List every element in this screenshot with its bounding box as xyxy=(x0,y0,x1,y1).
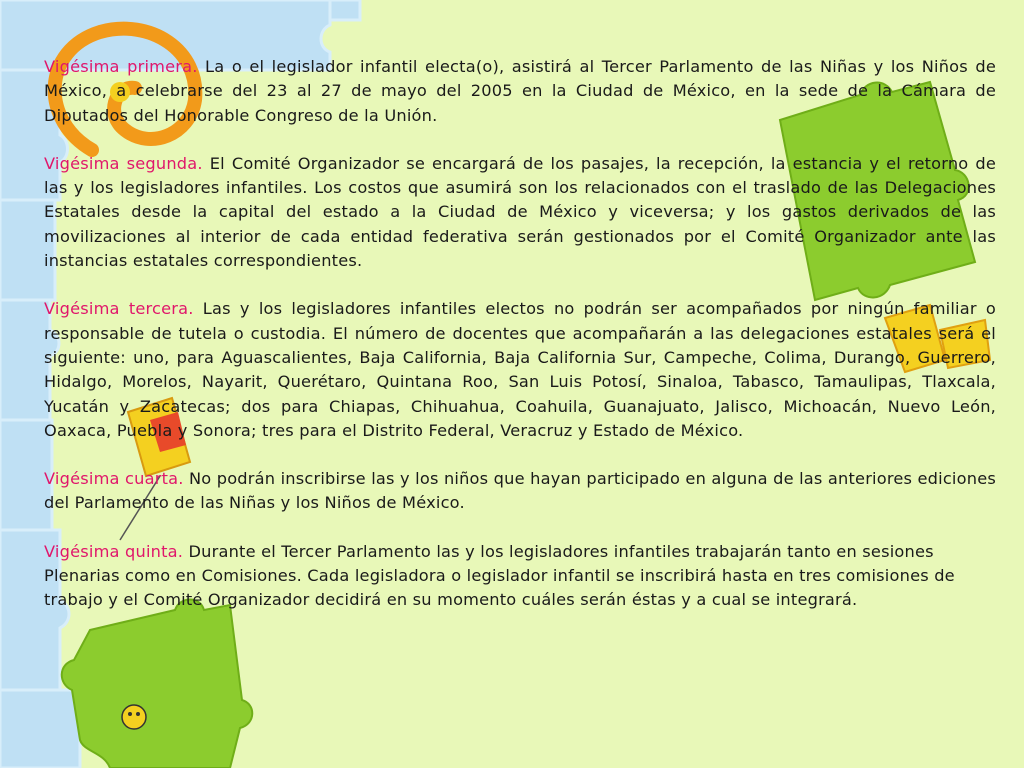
clause-title: Vigésima primera. xyxy=(44,57,198,76)
clause-23 xyxy=(44,297,996,443)
clause-body: El Comité Organizador se encargará de los pasajes, la recepción, la estancia y el retorno de las y los legisladores infantiles. Los costos que asumirá son los relacionados con el traslado de las Delegaciones Estatales desde la capital del estado a la Ciudad de México y viceversa; y los gastos derivados de las movilizaciones al interior de cada entidad federativa serán gestionados por el Comité Organizador ante las instancias estatales correspondientes. xyxy=(44,153,996,271)
clause-22 xyxy=(44,152,996,273)
clause-body: No podrán inscribirse las y los niños que hayan participado en alguna de las anteriores ediciones del Parlamento de las Niñas y los Niños de México. xyxy=(44,469,996,513)
clause-21 xyxy=(44,55,996,128)
clause-24 xyxy=(44,467,996,516)
clause-title: Vigésima tercera. xyxy=(44,299,194,319)
clause-title: Vigésima quinta. xyxy=(44,541,184,561)
clause-25 xyxy=(44,540,974,613)
clause-body: Durante el Tercer Parlamento las y los legisladores infantiles trabajarán tanto en sesiones Plenarias como en Comisiones. Cada legisladora o legislador infantil se inscribirá hasta en tres comisiones de trabajo y el Comité Organizador decidirá en su momento cuáles serán éstas y a cual se integrará. xyxy=(44,541,955,610)
clause-body: La o el legislador infantil electa(o), asistirá al Tercer Parlamento de las Niñas y los Niños de México, a celebrarse del 23 al 27 de mayo del 2005 en la Ciudad de México, en la sede de la Cámara de Diputados del Honorable Congreso de la Unión. xyxy=(44,57,996,125)
clause-title: Vigésima cuarta. xyxy=(44,469,184,489)
slide-text xyxy=(44,55,996,637)
clause-title: Vigésima segunda. xyxy=(44,153,203,173)
clause-body: Las y los legisladores infantiles electos no podrán ser acompañados por ningún familiar o responsable de tutela o custodia. El número de docentes que acompañarán a las delegaciones estatales será el siguiente: uno, para Aguascalientes, Baja California, Baja California Sur, Campeche, Colima, Durango, Guerrero, Hidalgo, Morelos, Nayarit, Querétaro, Quintana Roo, San Luis Potosí, Sinaloa, Tabasco, Tamaulipas, Tlaxcala, Yucatán y Zacatecas; dos para Chiapas, Chihuahua, Coahuila, Guanajuato, Jalisco, Michoacán, Nuevo León, Oaxaca, Puebla y Sonora; tres para el Distrito Federal, Veracruz y Estado de México. xyxy=(44,299,996,440)
